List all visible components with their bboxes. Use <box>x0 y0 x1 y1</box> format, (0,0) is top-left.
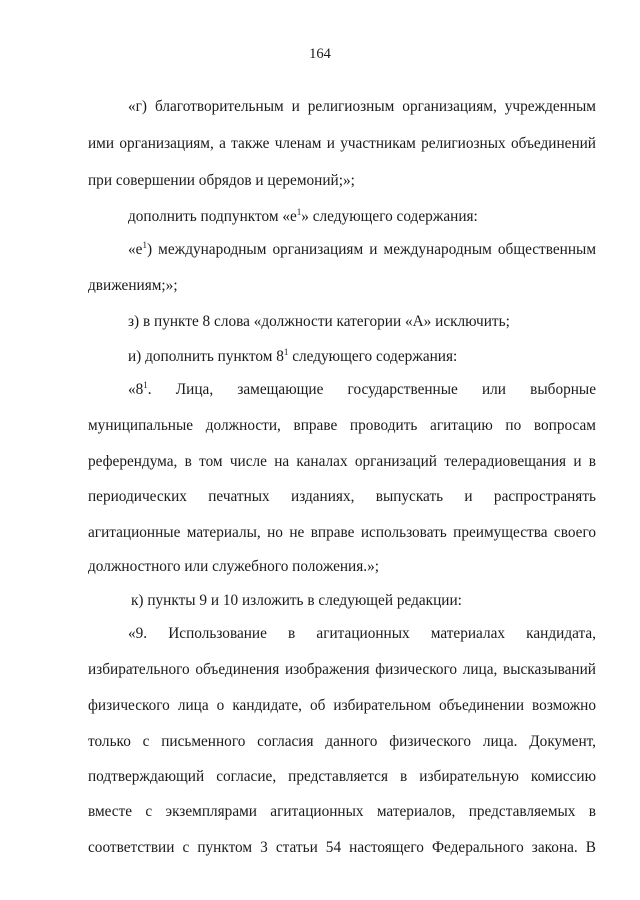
line-text: «е <box>128 241 143 258</box>
line-text: к) пункты 9 и 10 изложить в следующей редакции: <box>131 592 462 609</box>
superscript: 1 <box>296 207 302 217</box>
text-line <box>88 696 596 716</box>
text-line <box>128 312 596 332</box>
line-text: ими организациям, а также членам и участникам религиозных объединений <box>88 135 596 152</box>
line-text: » следующего содержания: <box>301 208 478 225</box>
text-line <box>128 347 596 367</box>
line-text: следующего содержания: <box>288 348 458 365</box>
superscript: 1 <box>283 347 289 357</box>
line-text: при совершении обрядов и церемоний;»; <box>88 172 355 189</box>
line-text: «9. Использование в агитационных материалах кандидата, <box>128 625 596 642</box>
text-line <box>88 557 596 577</box>
text-line <box>128 240 596 260</box>
text-line <box>88 523 596 543</box>
text-line <box>88 276 596 296</box>
text-line <box>128 380 596 400</box>
line-text: муниципальные должности, вправе проводить агитацию по вопросам <box>88 417 596 434</box>
line-text: референдума, в том числе на каналах организаций телерадиовещания и в <box>88 453 596 470</box>
line-text: вместе с экземплярами агитационных материалов, представляемых в <box>88 803 596 820</box>
superscript: 1 <box>142 240 147 250</box>
text-line <box>88 487 596 507</box>
text-line <box>128 207 596 227</box>
line-text: «г) благотворительным и религиозным организациям, учрежденным <box>128 98 596 115</box>
text-line <box>128 624 596 644</box>
page-number: 164 <box>309 46 331 62</box>
line-text: . Лица, замещающие государственные или выборные <box>147 381 596 398</box>
text-line <box>88 416 596 436</box>
line-text: физического лица о кандидате, об избирательном объединении возможно <box>88 697 596 714</box>
line-text: агитационные материалы, но не вправе использовать преимущества своего <box>88 524 596 541</box>
line-text: и) дополнить пунктом 8 <box>128 348 284 365</box>
text-line <box>88 134 596 154</box>
text-line <box>88 452 596 472</box>
line-text: должностного или служебного положения.»; <box>88 558 379 575</box>
text-line <box>128 97 596 117</box>
line-text: дополнить подпунктом «е <box>128 208 297 225</box>
line-text: «8 <box>128 381 144 398</box>
line-text: ) международным организациям и международным общественным <box>146 241 596 258</box>
text-line <box>88 171 596 191</box>
text-line <box>88 732 596 752</box>
text-line <box>88 802 596 822</box>
line-text: избирательного объединения изображения физического лица, высказываний <box>88 661 596 678</box>
line-text: периодических печатных изданиях, выпускать и распространять <box>88 488 596 505</box>
superscript: 1 <box>143 380 148 390</box>
line-text: подтверждающий согласие, представляется в избирательную комиссию <box>88 768 596 785</box>
text-line <box>88 660 596 680</box>
text-line <box>88 838 596 858</box>
line-text: только с письменного согласия данного физического лица. Документ, <box>88 733 596 750</box>
line-text: движениям;»; <box>88 277 178 294</box>
line-text: з) в пункте 8 слова «должности категории «А» исключить; <box>128 313 510 330</box>
text-line <box>131 591 639 611</box>
line-text: соответствии с пунктом 3 статьи 54 настоящего Федерального закона. В <box>88 839 596 856</box>
text-line <box>88 767 596 787</box>
